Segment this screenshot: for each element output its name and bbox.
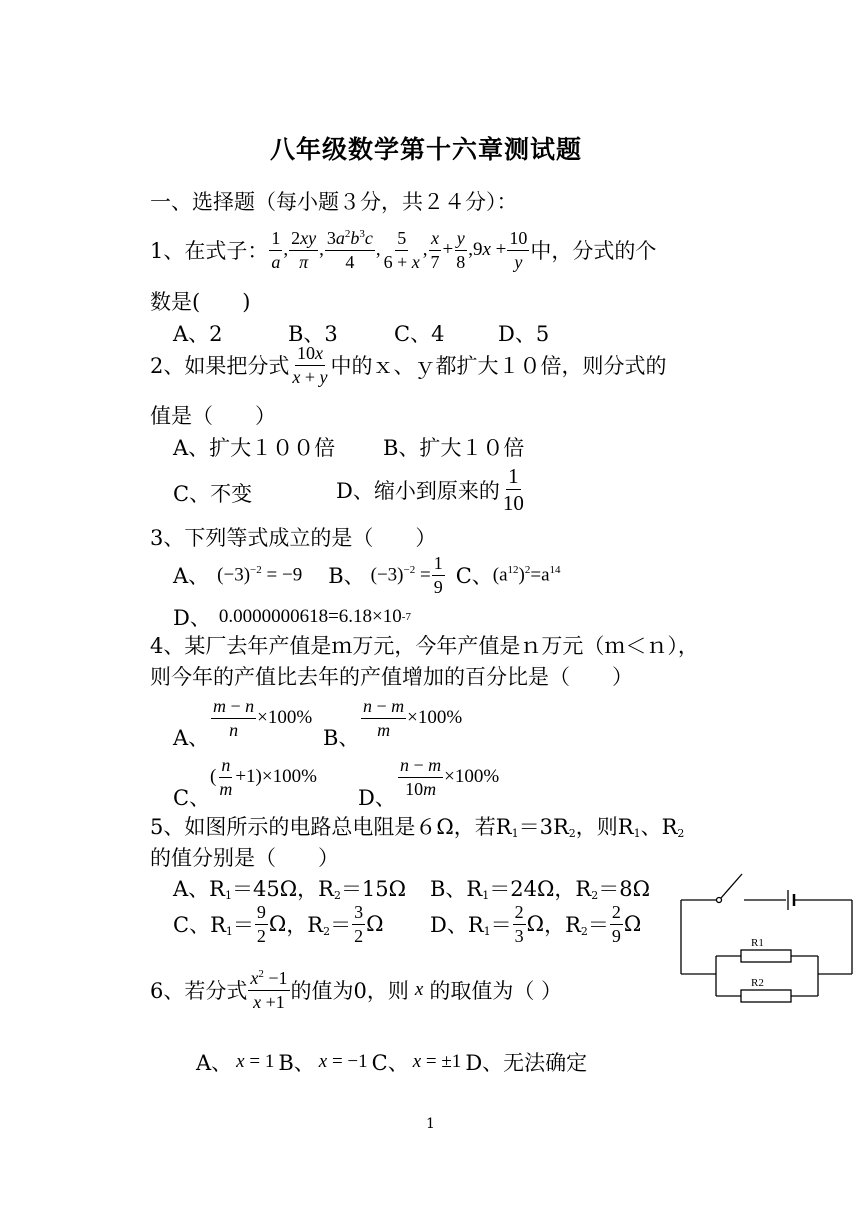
q4-option-a-label: A、 [173, 726, 210, 750]
q1-option-c: C、4 [394, 322, 445, 346]
q6-suffix: 的值为0，则 [290, 979, 409, 1004]
q6-option-a-label: A、 [196, 1051, 233, 1075]
q2-prefix: 2、如果把分式 [150, 354, 290, 379]
q3-options-row [173, 553, 561, 597]
q3-option-c-expr: $(a^{12})^2=a^{14}$ [492, 564, 561, 586]
q4-line2: 则今年的产值比去年的产值增加的百分比是（ ） [150, 665, 633, 689]
q4-option-b-expr: $\frac{n - m}{m}$ ×100% [363, 696, 463, 740]
switch-contact [717, 898, 722, 903]
q3-fraction-1-9: $\frac{1}{9}$ [433, 553, 443, 597]
resistor-r2 [741, 990, 791, 1002]
q4-option-a-expr: $\frac{m - n}{n}$ ×100% [213, 696, 313, 740]
q6-options [196, 1047, 587, 1077]
q2-fraction-10x: $\frac{10x}{x + y}$ [292, 343, 328, 387]
q3-option-d-exponent: -7 [401, 611, 411, 623]
switch-lever [721, 874, 742, 898]
q5-line2: 的值分别是（ ） [150, 846, 339, 870]
q1-option-b: B、3 [288, 322, 338, 346]
q6-option-a-expr: x = 1 [236, 1051, 275, 1072]
q1-expr-1a: $\frac{1}{a}$ [271, 228, 281, 272]
q1-expr-5-6x: $\frac{5}{6 + x}$ [383, 228, 420, 272]
q6-option-d: D、无法确定 [465, 1051, 588, 1075]
q6-suffix2: 的取值为（ ） [429, 979, 563, 1004]
q1-expr-y8: $\frac{y}{8}$ [456, 228, 466, 272]
resistor-r1-label: R1 [751, 937, 764, 949]
q5-option-b: B、$R_1=24\Omega$，$R_2=8\Omega$ [430, 877, 650, 902]
q3-option-a-expr: $(-3)^{-2} = -9$ [217, 564, 303, 586]
q2-option-b: B、扩大１０倍 [383, 436, 525, 460]
q4-option-c-label: C、 [173, 786, 211, 810]
q6-prefix: 6、若分式 [150, 979, 248, 1004]
q6-option-c-label: C、 [371, 1051, 409, 1075]
q3-option-d-label: D、 [173, 606, 211, 630]
q1-option-d: D、5 [498, 322, 550, 346]
q4-line1: 4、某厂去年产值是ｍ万元，今年产值是ｎ万元（ｍ＜ｎ）， [150, 634, 699, 658]
page-number: 1 [426, 1116, 435, 1132]
q5-option-d: D、 $R_1=$ $\frac{2}{3}$ Ω ，$R_2=$ $\frac{2}{9}$ Ω [430, 902, 642, 946]
q2-suffix: 中的ｘ、ｙ都扩大１０倍，则分式的 [330, 354, 667, 379]
q1-expr-3a2b3c: $\frac{3a^2b^3c}{4}$ [326, 228, 373, 272]
resistor-r2-label: R2 [751, 977, 764, 989]
q5-line1: 5、如图所示的电路总电阻是６Ω，若$R_1=3R_2$，则$R_1$、$R_2$ [150, 815, 685, 840]
q6-option-b-expr: x = −1 [318, 1051, 368, 1072]
q3-option-c-label: C、 [455, 564, 493, 589]
q6-option-c-expr: x = ±1 [412, 1051, 462, 1072]
q5-option-c: C、 $R_1=$ $\frac{9}{2}$ Ω ，$R_2=$ $\frac{3}{2}$ Ω [173, 902, 384, 946]
q6-option-b-label: B、 [278, 1051, 315, 1075]
q4-option-d-label: D、 [358, 786, 396, 810]
q1-suffix: 中，分式的个 [530, 239, 657, 264]
q1-expr-2xy-pi: $\frac{2xy}{\pi}$ [291, 228, 317, 272]
q3-stem: 3、下列等式成立的是（ ） [150, 526, 437, 550]
q3-option-b-label: B、 [328, 564, 365, 589]
question-2 [150, 343, 667, 387]
q3-option-d-expr: 0.0000000618=6.18×10 [218, 606, 402, 627]
q3-option-a-label: A、 [173, 564, 210, 589]
q1-line2: 数是( ) [150, 290, 251, 314]
q4-option-b-label: B、 [323, 726, 360, 750]
q5-option-a: A、$R_1=45\Omega$，$R_2=15\Omega$ [173, 877, 407, 902]
q4-option-d-expr: $\frac{n - m}{10m}$ ×100% [400, 755, 500, 799]
q2-option-c: C、不变 [173, 482, 253, 506]
q2-line2: 值是（ ） [150, 404, 276, 428]
q1-prefix: 1、在式子： [150, 239, 269, 264]
q6-variable-x: x [414, 979, 424, 1001]
q4-option-c-expr: ( $\frac{n}{m}$ +1) ×100% [210, 755, 317, 799]
section-heading: 一、选择题（每小题３分，共２４分）： [150, 190, 518, 214]
question-1: 1、在式子： $\frac{1}{a}$ , $\frac{2xy}{\pi}$ , $\frac{3a^2b^3c}{4}$ , $\frac{5}{6 + x}$ , $\frac{x}{7}$ + $\frac{y}{8}$ ,9x + $\frac{10}{y}$ 中，分式的个 [150, 228, 657, 272]
q1-option-a: A、2 [173, 322, 223, 346]
q1-expr-10y: $\frac{10}{y}$ [509, 228, 528, 272]
question-6 [150, 968, 562, 1012]
q3-option-d [173, 602, 411, 632]
q6-fraction: $\frac{x^2 -1}{x +1}$ [250, 968, 288, 1012]
q2-fraction-1-10: $\frac{1}{10}$ [502, 464, 524, 516]
q2-option-d: D、缩小到原来的 $\frac{1}{10}$ [336, 464, 524, 516]
q3-option-b-expr: $(-3)^{-2}$ = [370, 564, 431, 586]
circuit-diagram [676, 866, 856, 1006]
resistor-r1 [741, 950, 791, 962]
page-title: 八年级数学第十六章测试题 [270, 135, 583, 164]
q1-expr-x7: $\frac{x}{7}$ [430, 228, 440, 272]
q2-option-a: A、扩大１００倍 [173, 436, 336, 460]
